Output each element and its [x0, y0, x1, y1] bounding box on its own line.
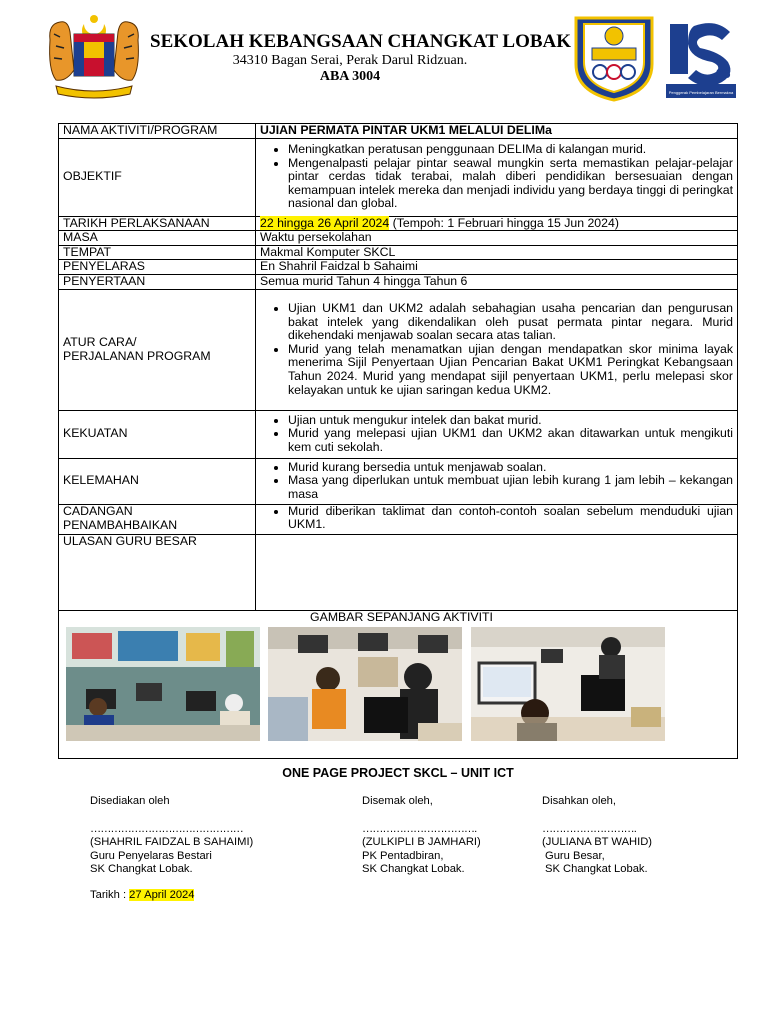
report-table [58, 123, 738, 759]
tarikh-rest: (Tempoh: 1 Februari hingga 15 Jun 2024) [389, 215, 619, 230]
cadangan-label-line2: PENAMBAHBAIKAN [63, 518, 178, 533]
school-code: ABA 3004 [319, 69, 381, 84]
kekuatan-value [256, 410, 738, 458]
row-penyelaras [59, 260, 738, 275]
approved-dots: ………………………. [542, 822, 636, 835]
kelemahan-item: • Masa yang diperlukan untuk membuat ujian lebih kurang 1 jam lebih – kekangan masa [288, 474, 733, 501]
kekuatan-label: KEKUATAN [59, 410, 256, 458]
ulasan-value [256, 534, 738, 610]
cadangan-value [256, 504, 738, 534]
objektif-label: OBJEKTIF [59, 138, 256, 216]
checked-by-block [362, 795, 532, 877]
coat-of-arms-logo [46, 10, 142, 100]
date-line [90, 889, 194, 903]
masa-value: Waktu persekolahan [256, 231, 738, 246]
gambar-cell [59, 610, 738, 758]
atur-cara-label-line1: ATUR CARA/ [63, 334, 137, 349]
atur-cara-value [256, 289, 738, 410]
masa-label: MASA [59, 231, 256, 246]
prepared-by-block [90, 795, 320, 877]
logo-caption: Penggerak Pembelajaran Bermakna [668, 90, 734, 95]
date-value: 27 April 2024 [129, 889, 195, 901]
kelemahan-value [256, 458, 738, 504]
row-atur-cara [59, 289, 738, 410]
objektif-item: • Mengenalpasti pelajar pintar seawal mungkin serta memastikan pelajar-pelajar pintar cerdas tidak terabai, malah diberi pendidikan bersesuaian dengan kemampuan intelek mereka dan menjadi individu yang berdaya tinggi di peringkat nasional dan global. [288, 157, 733, 211]
tarikh-label: TARIKH PERLAKSANAAN [59, 216, 256, 231]
atur-cara-label-line2: PERJALANAN PROGRAM [63, 348, 211, 363]
approved-role: Disahkan oleh, [542, 795, 617, 807]
row-kelemahan [59, 458, 738, 504]
approved-name: (JULIANA BT WAHID) [542, 836, 653, 848]
kelemahan-label: KELEMAHAN [59, 458, 256, 504]
program-25-logo [664, 16, 738, 100]
checked-title2: SK Changkat Lobak. [362, 863, 465, 875]
penyelaras-value: En Shahril Faidzal b Sahaimi [256, 260, 738, 275]
logo-25-text: 25 [716, 66, 731, 81]
footer-title: ONE PAGE PROJECT SKCL – UNIT ICT [282, 766, 514, 780]
cadangan-label [59, 504, 256, 534]
objektif-item: • Meningkatkan peratusan penggunaan DELIMa di kalangan murid. [288, 143, 733, 157]
activity-photo-3 [471, 627, 665, 741]
checked-name: (ZULKIPLI B JAMHARI) [362, 836, 481, 848]
cadangan-label-line1: CADANGAN [63, 504, 133, 519]
row-tempat [59, 245, 738, 260]
prepared-name: (SHAHRIL FAIDZAL B SAHAIMI) [90, 836, 254, 848]
checked-dots: ……………………………. [362, 822, 477, 835]
program-label: NAMA AKTIVITI/PROGRAM [59, 124, 256, 139]
activity-photo-2 [268, 627, 462, 741]
penyertaan-value: Semua murid Tahun 4 hingga Tahun 6 [256, 274, 738, 289]
row-cadangan [59, 504, 738, 534]
row-kekuatan [59, 410, 738, 458]
kekuatan-item: • Ujian untuk mengukur intelek dan bakat murid. [288, 414, 733, 428]
photo-strip [66, 624, 737, 741]
gambar-label: GAMBAR SEPANJANG AKTIVITI [310, 609, 493, 624]
atur-cara-label [59, 289, 256, 410]
kekuatan-item: • Murid yang melepasi ujian UKM1 dan UKM2 akan ditawarkan untuk mengikuti kem cuti sekolah. [288, 427, 733, 454]
atur-cara-item: • Murid yang telah menamatkan ujian dengan mendapatkan skor minima layak menerima Sijil Penyertaan Ujian Pencarian Bakat UKM1 Peringkat Kebangsaan Tahun 2024. Murid yang mendapat sijil penyertaan UKM1, perlu melepasi skor kelayakan untuk ke ujian saringan kedua UKM2. [288, 343, 733, 397]
row-masa [59, 231, 738, 246]
penyelaras-label: PENYELARAS [59, 260, 256, 275]
checked-role: Disemak oleh, [362, 795, 433, 807]
cadangan-item: • Murid diberikan taklimat dan contoh-contoh soalan sebelum menduduki ujian UKM1. [288, 505, 733, 532]
row-penyertaan [59, 274, 738, 289]
tempat-value: Makmal Komputer SKCL [256, 245, 738, 260]
atur-cara-item: • Ujian UKM1 dan UKM2 adalah sebahagian usaha pencarian dan pengurusan bakat intelek yang dikendalikan oleh pusat permata pintar negara. Murid dikehendaki menjawab soalan secara atas talian. [288, 302, 733, 343]
row-ulasan [59, 534, 738, 610]
prepared-title2: SK Changkat Lobak. [90, 863, 193, 875]
school-name: SEKOLAH KEBANGSAAN CHANGKAT LOBAK [150, 31, 572, 52]
prepared-dots: ……………………………………… [90, 822, 243, 835]
prepared-title1: Guru Penyelaras Bestari [90, 849, 212, 862]
row-tarikh [59, 216, 738, 231]
kelemahan-item: • Murid kurang bersedia untuk menjawab soalan. [288, 461, 733, 475]
row-gambar [59, 610, 738, 758]
prepared-role: Disediakan oleh [90, 795, 170, 807]
checked-title1: PK Pentadbiran, [362, 849, 444, 862]
tarikh-highlight: 22 hingga 26 April 2024 [260, 215, 390, 230]
row-program [59, 124, 738, 139]
approved-title1: Guru Besar, [545, 849, 605, 862]
school-address: 34310 Bagan Serai, Perak Darul Ridzuan. [232, 53, 468, 68]
tempat-label: TEMPAT [59, 245, 256, 260]
date-label: Tarikh : [90, 889, 130, 901]
ulasan-label: ULASAN GURU BESAR [59, 534, 256, 610]
objektif-value [256, 138, 738, 216]
tarikh-value [256, 216, 738, 231]
row-objektif [59, 138, 738, 216]
activity-photo-1 [66, 627, 260, 741]
approved-title2: SK Changkat Lobak. [545, 863, 648, 875]
approved-by-block [542, 795, 722, 877]
penyertaan-label: PENYERTAAN [59, 274, 256, 289]
program-value: UJIAN PERMATA PINTAR UKM1 MELALUI DELIMa [256, 124, 738, 139]
school-badge-logo [570, 14, 658, 102]
